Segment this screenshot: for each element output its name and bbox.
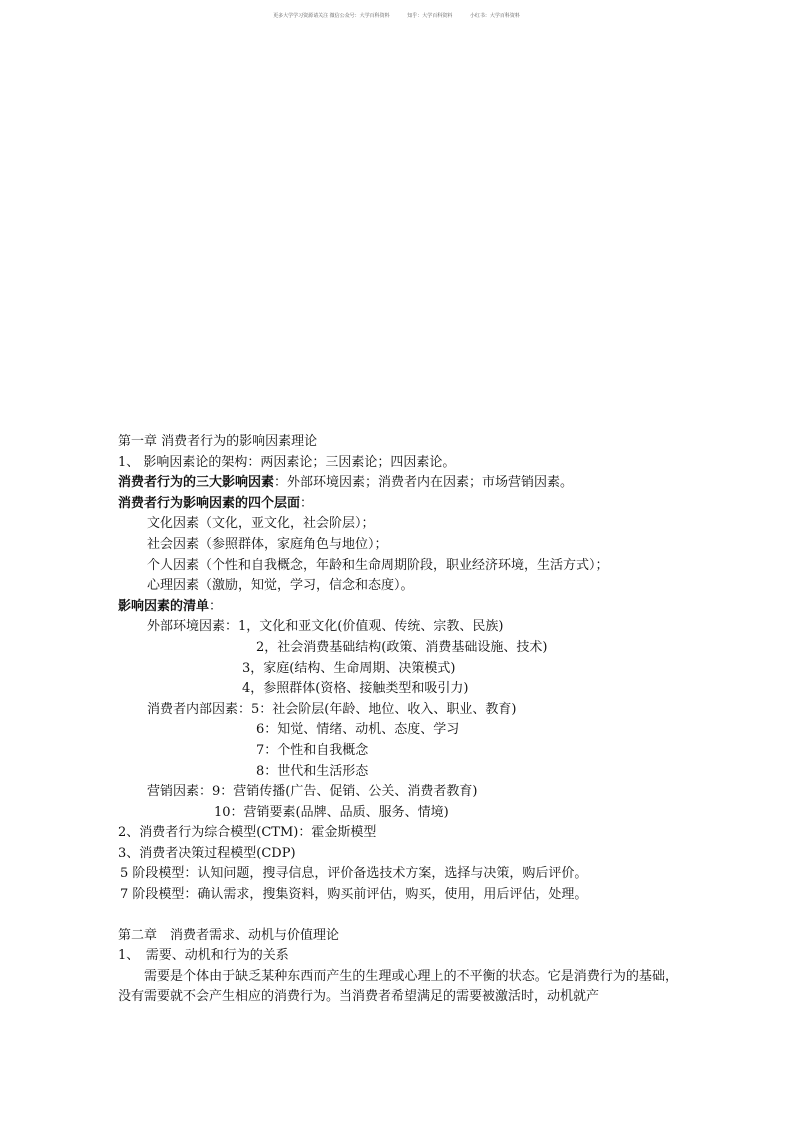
chapter1-item2: 2、消费者行为综合模型(CTM)：霍金斯模型 — [118, 825, 377, 841]
header-xiaohongshu-note: 小红书：大学百科资料 — [469, 13, 520, 19]
chapter2-paragraph: 需要是个体由于缺乏某种东西而产生的生理或心理上的不平衡的状态。它是消费行为的基础，没有需要就不会产生相应的消费行为。当消费者希望满足的需要被激活时，动机就产 — [118, 968, 678, 1005]
list-item: 营销因素：9：营销传播(广告、促销、公关、消费者教育) — [147, 784, 478, 800]
five-stage-model: 5 阶段模型：认知问题，搜寻信息，评价备选技术方案，选择与决策，购后评价。 — [120, 866, 588, 882]
list-item: 3，家庭(结构、生命周期、决策模式) — [242, 660, 456, 676]
header-wechat-note: 更多大学学习资源请关注 微信公众号：大学百科资料 — [273, 13, 390, 19]
list-item: 2，社会消费基础结构(政策、消费基础设施、技术) — [256, 639, 548, 655]
three-factors-label: 消费者行为的三大影响因素 — [118, 475, 275, 491]
document-body — [118, 432, 678, 1008]
four-levels-line — [118, 494, 678, 515]
list-item: 7：个性和自我概念 — [256, 742, 369, 758]
header-zhihu-note: 知乎：大学百科资料 — [407, 13, 453, 19]
chapter1-item3: 3、消费者决策过程模型(CDP) — [118, 845, 296, 861]
list-item: 消费者内部因素：5：社会阶层(年龄、地位、收入、职业、教育) — [147, 701, 517, 717]
list-item: 10：营销要素(品牌、品质、服务、情境) — [214, 804, 449, 820]
four-levels-label: 消费者行为影响因素的四个层面 — [118, 495, 301, 511]
level-personal: 个人因素（个性和自我概念，年龄和生命周期阶段，职业经济环境，生活方式）； — [147, 557, 609, 573]
chapter1-item1: 1、 影响因素论的架构：两因素论；三因素论；四因素论。 — [118, 454, 456, 470]
list-item: 6：知觉、情绪、动机、态度、学习 — [256, 722, 460, 738]
level-psychological: 心理因素（激励，知觉，学习，信念和态度）。 — [147, 578, 414, 594]
section-gap — [118, 906, 678, 926]
chapter1-title: 第一章 消费者行为的影响因素理论 — [118, 434, 318, 449]
four-levels-colon: ： — [300, 495, 314, 511]
chapter2-item1: 1、 需要、动机和行为的关系 — [118, 948, 289, 964]
level-culture: 文化因素（文化，亚文化，社会阶层）； — [147, 516, 375, 532]
chapter2-title: 第二章 消费者需求、动机与价值理论 — [118, 927, 340, 943]
seven-stage-model: 7 阶段模型：确认需求，搜集资料，购买前评估，购买，使用，用后评估，处理。 — [120, 887, 588, 903]
page-header — [0, 12, 793, 19]
factor-list-line — [118, 597, 678, 618]
three-factors-text: ：外部环境因素；消费者内在因素；市场营销因素。 — [274, 475, 574, 491]
factor-list-colon: ： — [209, 598, 223, 614]
list-item: 外部环境因素：1，文化和亚文化(价值观、传统、宗教、民族) — [147, 619, 504, 635]
list-item: 4，参照群体(资格、接触类型和吸引力) — [242, 681, 469, 697]
factor-list-label: 影响因素的清单 — [118, 598, 210, 614]
level-social: 社会因素（参照群体，家庭角色与地位）； — [147, 536, 388, 552]
list-item: 8：世代和生活形态 — [256, 763, 369, 779]
three-factors-line — [118, 473, 678, 494]
